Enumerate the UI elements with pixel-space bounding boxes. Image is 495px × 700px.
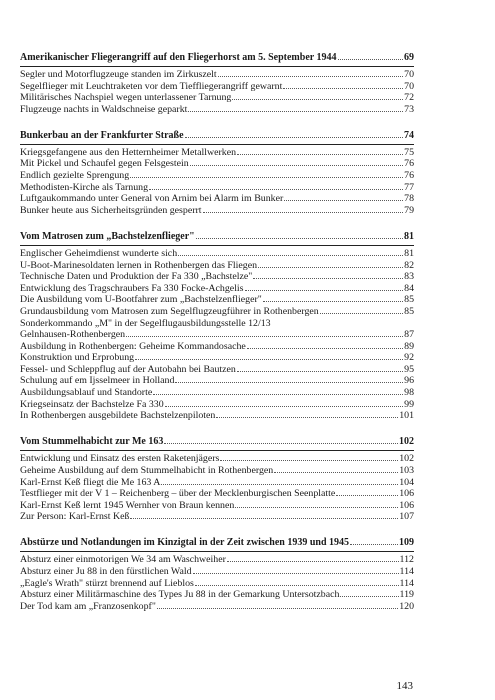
toc-entry xyxy=(20,352,414,364)
dot-leader xyxy=(185,137,403,138)
dot-leader xyxy=(188,111,403,112)
entry-title: Geheime Ausbildung auf dem Stummelhabicht in Rothenbergen xyxy=(20,464,274,476)
dot-leader xyxy=(149,189,403,190)
entry-title: Entwicklung des Tragschraubers Fa 330 Focke-Achgelis xyxy=(20,282,244,294)
entry-page: 114 xyxy=(399,577,414,589)
entry-page: 101 xyxy=(399,410,414,422)
entry-page: 79 xyxy=(404,204,414,216)
dot-leader xyxy=(340,596,398,597)
section-title: Bunkerbau an der Frankfurter Straße xyxy=(20,129,184,141)
entry-page: 83 xyxy=(404,271,414,283)
dot-leader xyxy=(130,518,398,519)
entry-title: Endlich gezielte Sprengung xyxy=(20,170,130,182)
entry-title: Segler und Motorflugzeuge standen im Zirkuszelt xyxy=(20,69,217,80)
dot-leader xyxy=(195,585,399,586)
entry-title: Mit Pickel und Schaufel gegen Felsgestein xyxy=(20,158,189,170)
entry-page: 81 xyxy=(404,247,414,259)
toc-entry xyxy=(20,170,414,182)
section-page: 81 xyxy=(404,230,414,242)
dot-leader xyxy=(130,177,403,178)
toc-entry xyxy=(20,329,414,341)
dot-leader xyxy=(247,348,403,349)
entry-title: Fessel- und Schleppflug auf der Autobahn bei Bautzen xyxy=(20,363,236,375)
toc-entry xyxy=(20,511,414,523)
toc-entry xyxy=(20,375,414,387)
dot-leader xyxy=(237,371,403,372)
entry-title: Kriegsgefangene aus den Hetternheimer Metallwerken xyxy=(20,146,237,158)
toc-section xyxy=(20,230,414,422)
entry-title: Methodisten-Kirche als Tarnung xyxy=(20,181,149,193)
entry-page: 92 xyxy=(404,352,414,364)
section-page: 102 xyxy=(399,436,414,448)
entry-page: 103 xyxy=(399,464,414,476)
toc-entry xyxy=(20,147,414,159)
entry-page: 106 xyxy=(399,488,414,500)
dot-leader xyxy=(237,154,403,155)
entry-page: 95 xyxy=(404,363,414,375)
entry-title: Technische Daten und Produktion der Fa 330 „Bachstelze" xyxy=(20,271,253,283)
section-page: 109 xyxy=(399,537,414,549)
section-title: Amerikanischer Fliegerangriff auf den Fliegerhorst am 5. September 1944 xyxy=(20,52,337,63)
toc-entry xyxy=(20,193,414,205)
dot-leader xyxy=(193,573,399,574)
dot-leader xyxy=(216,417,398,418)
entry-title: Ausbildung in Rothenbergen: Geheime Kommandosache xyxy=(20,340,246,352)
dot-leader xyxy=(284,200,403,201)
entry-page: 70 xyxy=(404,80,414,92)
entry-title: Absturz einer Militärmaschine des Types Ju 88 in der Gemarkung Untersotzbach xyxy=(20,589,340,601)
toc-entry xyxy=(20,294,414,306)
entry-page: 106 xyxy=(399,499,414,511)
dot-leader xyxy=(157,608,398,609)
section-page: 69 xyxy=(404,52,414,63)
entry-page: 119 xyxy=(399,589,414,601)
dot-leader xyxy=(245,290,404,291)
entry-page: 104 xyxy=(399,476,414,488)
entry-title: Karl-Ernst Keß lernt 1945 Wernher von Braun kennen xyxy=(20,499,235,511)
entry-page: 78 xyxy=(404,193,414,205)
dot-leader xyxy=(258,267,403,268)
entry-page: 96 xyxy=(404,375,414,387)
dot-leader xyxy=(135,359,403,360)
section-heading xyxy=(20,230,414,244)
toc-entry xyxy=(20,387,414,399)
toc-entry xyxy=(20,601,414,613)
entry-title: Gelnhausen-Rothenbergen xyxy=(20,329,126,341)
toc-entry xyxy=(20,410,414,422)
entry-page: 102 xyxy=(399,453,414,465)
toc-entry xyxy=(20,465,414,477)
entry-title: Sonderkommando „M" in der Segelflugausbildungsstelle 12/13 xyxy=(20,317,271,329)
entry-page: 87 xyxy=(404,329,414,341)
entry-page: 75 xyxy=(404,146,414,158)
dot-leader xyxy=(190,165,403,166)
dot-leader xyxy=(253,278,403,279)
entry-title: Kriegseinsatz der Bachstelze Fa 330 xyxy=(20,398,164,410)
dot-leader xyxy=(203,212,404,213)
entry-title: Absturz einer Ju 88 in den fürstlichen Wald xyxy=(20,566,192,577)
dot-leader xyxy=(274,472,398,473)
toc-entry xyxy=(20,554,414,566)
dot-leader xyxy=(164,443,398,444)
entry-title: Englischer Geheimdienst wunderte sich xyxy=(20,247,178,259)
toc-entry xyxy=(20,566,414,578)
toc-entry xyxy=(20,318,414,330)
toc-entry xyxy=(20,500,414,512)
entry-title: Zur Person: Karl-Ernst Keß xyxy=(20,511,130,523)
section-heading xyxy=(20,51,414,65)
heading-rule xyxy=(20,66,414,67)
section-heading xyxy=(20,129,414,143)
entry-page: 85 xyxy=(404,294,414,306)
heading-rule xyxy=(20,245,414,246)
toc-entry xyxy=(20,364,414,376)
toc-entry xyxy=(20,283,414,295)
entry-page: 73 xyxy=(404,103,414,115)
entry-page: 114 xyxy=(399,566,414,577)
entry-page: 107 xyxy=(399,511,414,523)
entry-page: 84 xyxy=(404,282,414,294)
entry-page: 72 xyxy=(404,92,414,104)
toc-section xyxy=(20,536,414,612)
section-heading xyxy=(20,536,414,550)
section-title: Abstürze und Notlandungen im Kinzigtal in der Zeit zwischen 1939 und 1945 xyxy=(20,537,350,549)
dot-leader xyxy=(161,484,398,485)
dot-leader xyxy=(338,59,403,60)
entry-page: 89 xyxy=(404,340,414,352)
entry-title: Konstruktion und Erprobung xyxy=(20,352,135,364)
heading-rule xyxy=(20,551,414,552)
dot-leader xyxy=(220,460,398,461)
entry-title: Luftgaukommando unter General von Arnim bei Alarm im Bunker xyxy=(20,193,284,205)
entry-title: Ausbildungsablauf und Standorte xyxy=(20,387,153,399)
toc-entry xyxy=(20,182,414,194)
toc-entry xyxy=(20,477,414,489)
entry-title: Grundausbildung vom Matrosen zum Segelflugzeugführer in Rothenbergen xyxy=(20,305,319,317)
entry-title: „Eagle's Wrath" stürzt brennend auf Lieblos xyxy=(20,577,194,589)
entry-title: Der Tod kam am „Franzosenkopf" xyxy=(20,600,156,612)
entry-page: 120 xyxy=(399,600,414,612)
dot-leader xyxy=(126,336,403,337)
entry-page: 82 xyxy=(404,259,414,271)
dot-leader xyxy=(196,238,403,239)
entry-page: 85 xyxy=(404,305,414,317)
entry-page: 99 xyxy=(404,398,414,410)
entry-title: Karl-Ernst Keß fliegt die Me 163 A xyxy=(20,476,161,488)
dot-leader xyxy=(320,313,403,314)
toc-entry xyxy=(20,453,414,465)
toc-entry xyxy=(20,488,414,500)
entry-title: Schulung auf em Ijsselmeer in Holland xyxy=(20,375,175,387)
toc-entry xyxy=(20,69,414,81)
dot-leader xyxy=(232,99,403,100)
toc-entry xyxy=(20,104,414,116)
dot-leader xyxy=(178,255,403,256)
toc-entry xyxy=(20,248,414,260)
heading-rule xyxy=(20,144,414,145)
toc-entry xyxy=(20,306,414,318)
dot-leader xyxy=(153,394,403,395)
dot-leader xyxy=(165,406,403,407)
dot-leader xyxy=(227,561,399,562)
toc-entry xyxy=(20,205,414,217)
dot-leader xyxy=(218,76,403,77)
dot-leader xyxy=(283,88,403,89)
entry-title: Absturz einer einmotorigen We 34 am Waschweiher xyxy=(20,554,226,566)
entry-title: Die Ausbildung vom U-Bootfahrer zum „Bachstelzenflieger" xyxy=(20,294,262,306)
toc-entry xyxy=(20,260,414,272)
table-of-contents xyxy=(20,51,414,626)
entry-title: Entwicklung und Einsatz des ersten Raketenjägers xyxy=(20,453,220,465)
section-heading xyxy=(20,435,414,449)
section-page: 74 xyxy=(404,129,414,141)
toc-entry xyxy=(20,578,414,590)
dot-leader xyxy=(175,382,403,383)
section-title: Vom Matrosen zum „Bachstelzenflieger" xyxy=(20,230,195,242)
section-title: Vom Stummelhabicht zur Me 163 xyxy=(20,436,164,448)
dot-leader xyxy=(263,301,403,302)
entry-page: 112 xyxy=(399,554,414,566)
dot-leader xyxy=(235,507,398,508)
toc-entry xyxy=(20,399,414,411)
toc-entry xyxy=(20,158,414,170)
entry-title: Flugzeuge nachts in Waldschneise geparkt xyxy=(20,103,188,115)
entry-title: U-Boot-Marinesoldaten lernen in Rothenbergen das Fliegen xyxy=(20,259,258,271)
dot-leader xyxy=(336,495,398,496)
toc-entry xyxy=(20,271,414,283)
entry-title: Militärisches Nachspiel wegen unterlassener Tarnung xyxy=(20,92,232,104)
toc-section xyxy=(20,435,414,523)
entry-page: 76 xyxy=(404,158,414,170)
entry-title: Segelflieger mit Leuchtraketen vor dem Tieffliegerangriff gewarnt xyxy=(20,80,283,92)
entry-title: Testflieger mit der V 1 – Reichenberg – über der Mecklenburgischen Seenplatte xyxy=(20,488,336,500)
entry-page: 77 xyxy=(404,181,414,193)
entry-page: 76 xyxy=(404,170,414,182)
toc-entry xyxy=(20,81,414,93)
entry-title: Bunker heute aus Sicherheitsgründen gesperrt xyxy=(20,204,202,216)
toc-entry xyxy=(20,92,414,104)
toc-entry xyxy=(20,589,414,601)
entry-page: 98 xyxy=(404,387,414,399)
page-number: 143 xyxy=(396,680,413,692)
entry-title: In Rothenbergen ausgebildete Bachstelzenpiloten xyxy=(20,410,216,422)
toc-section xyxy=(20,51,414,115)
heading-rule xyxy=(20,450,414,451)
entry-page: 70 xyxy=(404,69,414,80)
dot-leader xyxy=(350,544,398,545)
toc-entry xyxy=(20,341,414,353)
toc-section xyxy=(20,129,414,217)
